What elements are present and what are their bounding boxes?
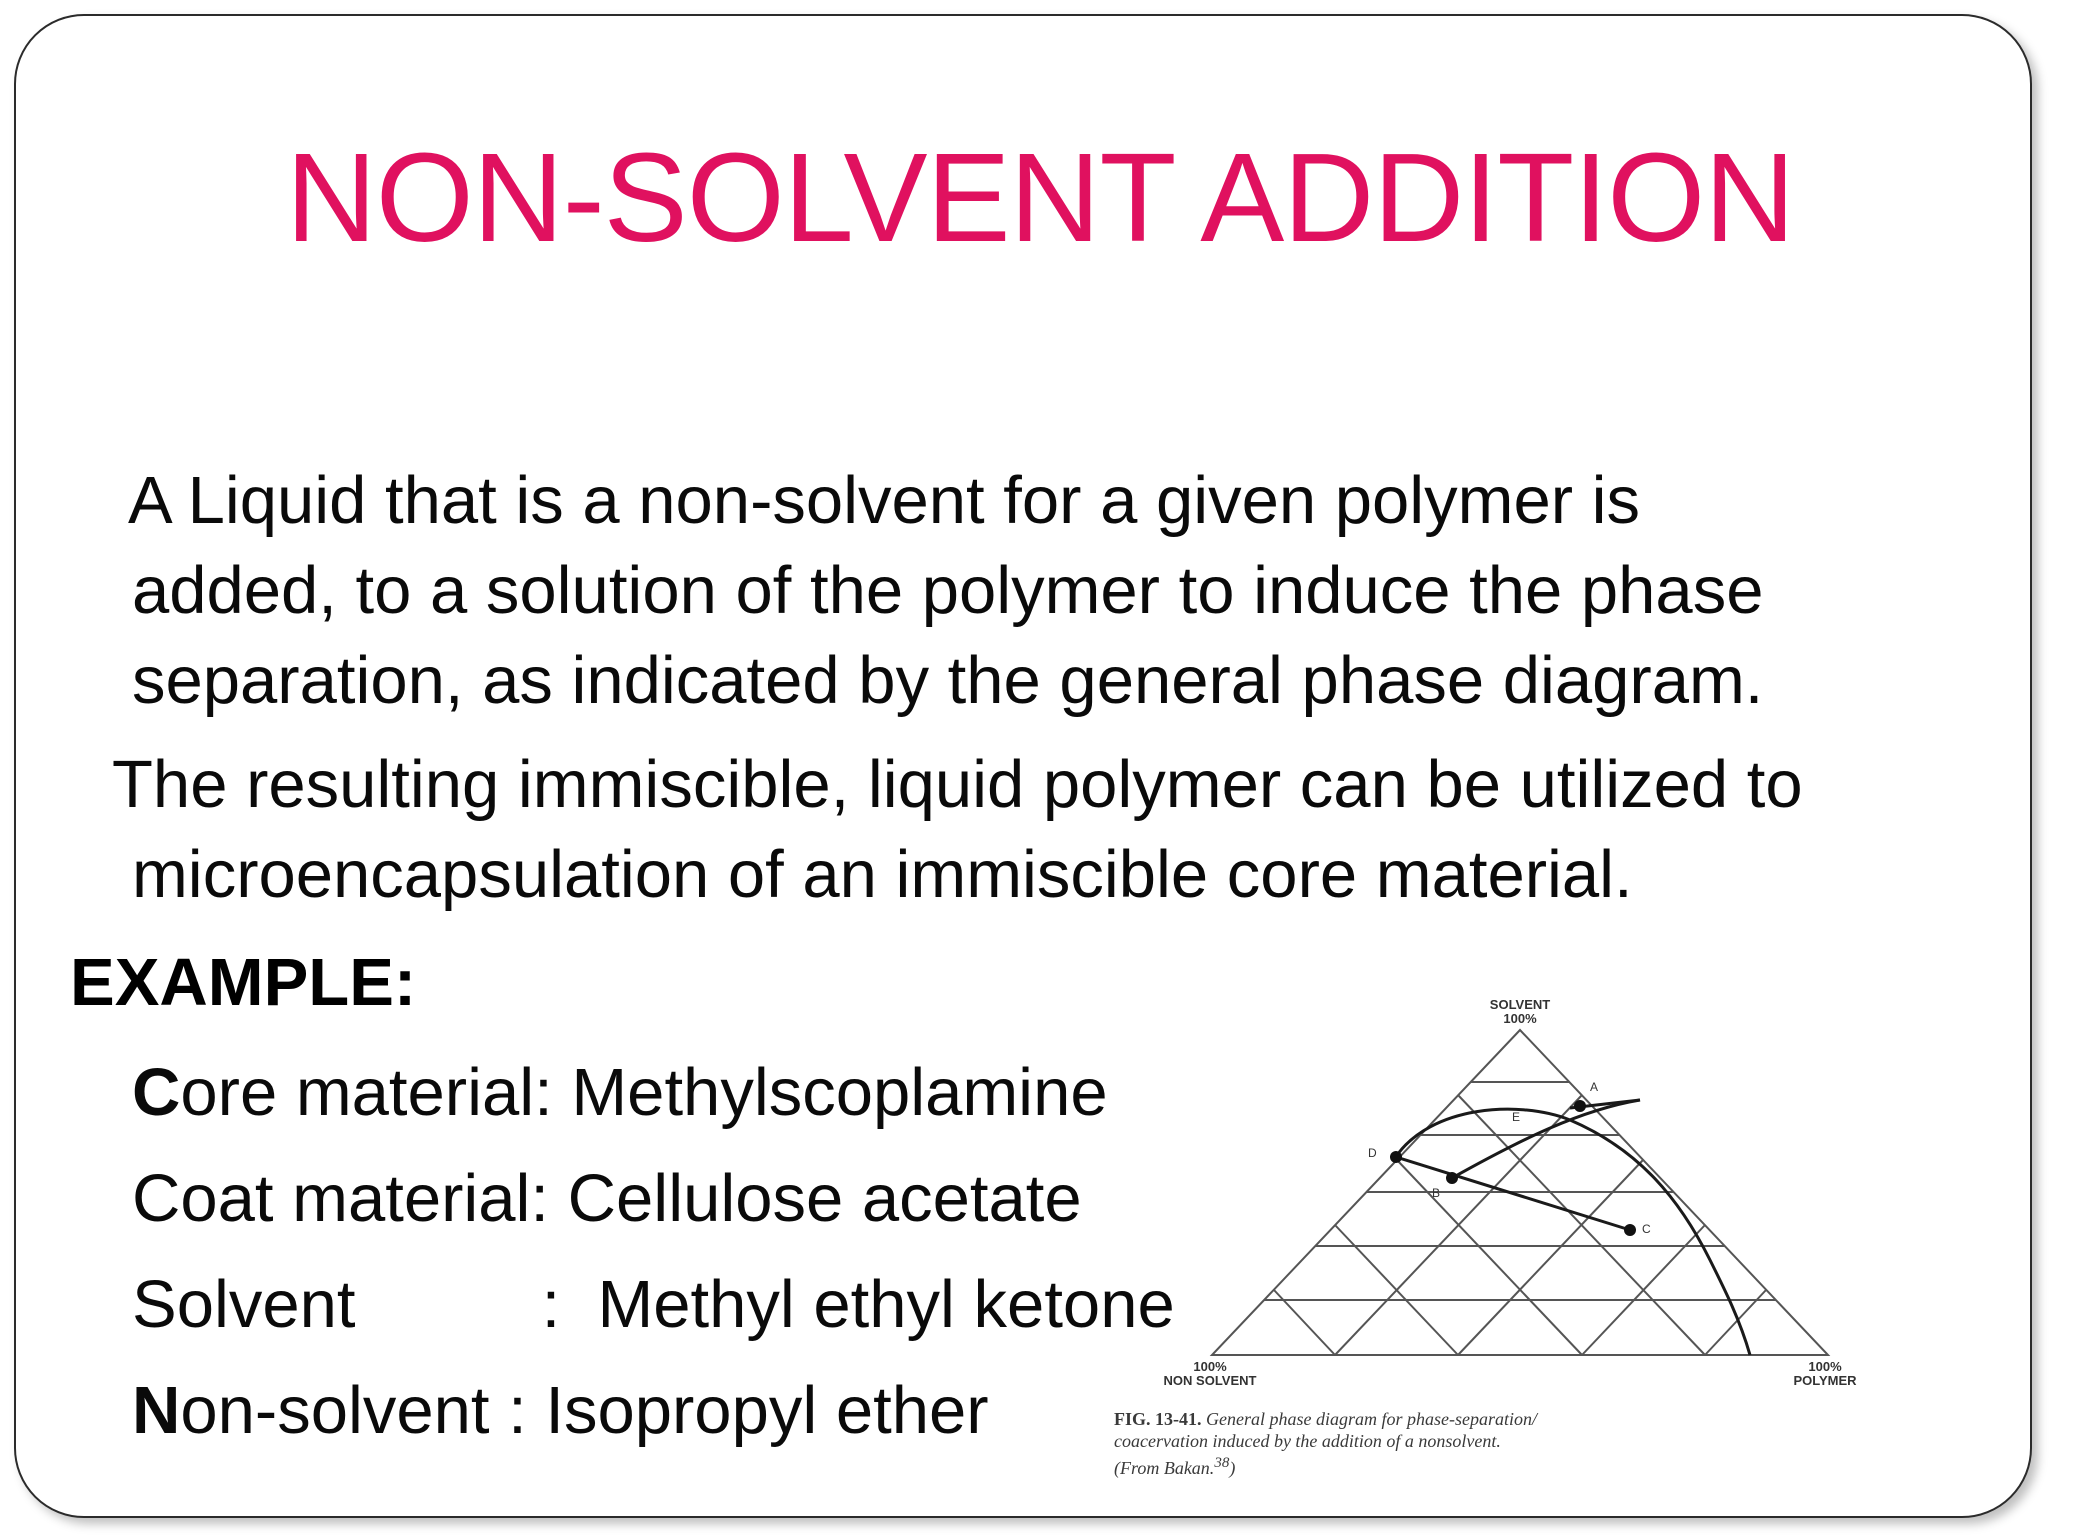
slide-title: NON-SOLVENT ADDITION (285, 127, 1795, 268)
point-e-label: E (1512, 1110, 1521, 1124)
example-heading: EXAMPLE: (70, 945, 417, 1020)
point-b-label: B (1432, 1186, 1441, 1200)
example-item-non-solvent (132, 1358, 1062, 1464)
caption-line-2: coacervation induced by the addition of a nonsolvent. (1114, 1431, 1501, 1451)
example-item-coat-material (132, 1146, 1082, 1252)
paragraph-2-line-1: The resulting immiscible, liquid polymer can be utilized to (112, 747, 1803, 822)
caption-figure-number: FIG. 13-41. (1114, 1409, 1202, 1429)
caption-reference: 38 (1214, 1455, 1230, 1471)
caption-close-paren: ) (1229, 1458, 1236, 1478)
caption-line-1 (1114, 1408, 1934, 1430)
example-item-text: on-solvent : Isopropyl ether (180, 1373, 989, 1448)
phase-boundary-curve (1395, 1109, 1750, 1355)
example-item-initial: C (132, 1055, 181, 1130)
paragraph-2-line-2: microencapsulation of an immiscible core material. (132, 837, 1633, 912)
example-item-text: Coat material: Cellulose acetate (132, 1161, 1082, 1236)
point-a-label: A (1590, 1080, 1599, 1094)
example-item-initial: N (132, 1373, 181, 1448)
example-item-text: Solvent : Methyl ethyl ketone (132, 1267, 1175, 1342)
grid-line (1458, 1160, 1643, 1355)
example-item-text: ore material: Methylscoplamine (180, 1055, 1108, 1130)
point-d-label: D (1368, 1146, 1377, 1160)
point-a-marker (1574, 1100, 1586, 1112)
point-c-marker (1624, 1224, 1636, 1236)
point-c-label: C (1642, 1222, 1651, 1236)
grid-line (1397, 1160, 1582, 1355)
apex-solvent-label: SOLVENT 100% (1489, 997, 1551, 1026)
paragraph-1-line-3: separation, as indicated by the general phase diagram. (132, 643, 1764, 718)
phase-diagram-figure (1100, 960, 1980, 1480)
example-item-core-material (132, 1040, 1108, 1146)
caption-source: (From Bakan. (1114, 1458, 1215, 1478)
point-b-marker (1446, 1172, 1458, 1184)
example-item-solvent (132, 1252, 1175, 1358)
apex-non-solvent-label: 100% NON SOLVENT (1163, 1359, 1257, 1388)
ternary-phase-diagram (1100, 960, 1980, 1480)
caption-line-3 (1114, 1452, 1934, 1479)
caption-text: General phase diagram for phase-separation/ (1206, 1409, 1537, 1429)
apex-polymer-label: 100% POLYMER (1793, 1359, 1857, 1388)
paragraph-1-line-2: added, to a solution of the polymer to induce the phase (132, 553, 1764, 628)
point-d-marker (1390, 1151, 1402, 1163)
figure-caption (1114, 1408, 1934, 1479)
paragraph-1-line-1: A Liquid that is a non-solvent for a given polymer is (128, 463, 1641, 538)
